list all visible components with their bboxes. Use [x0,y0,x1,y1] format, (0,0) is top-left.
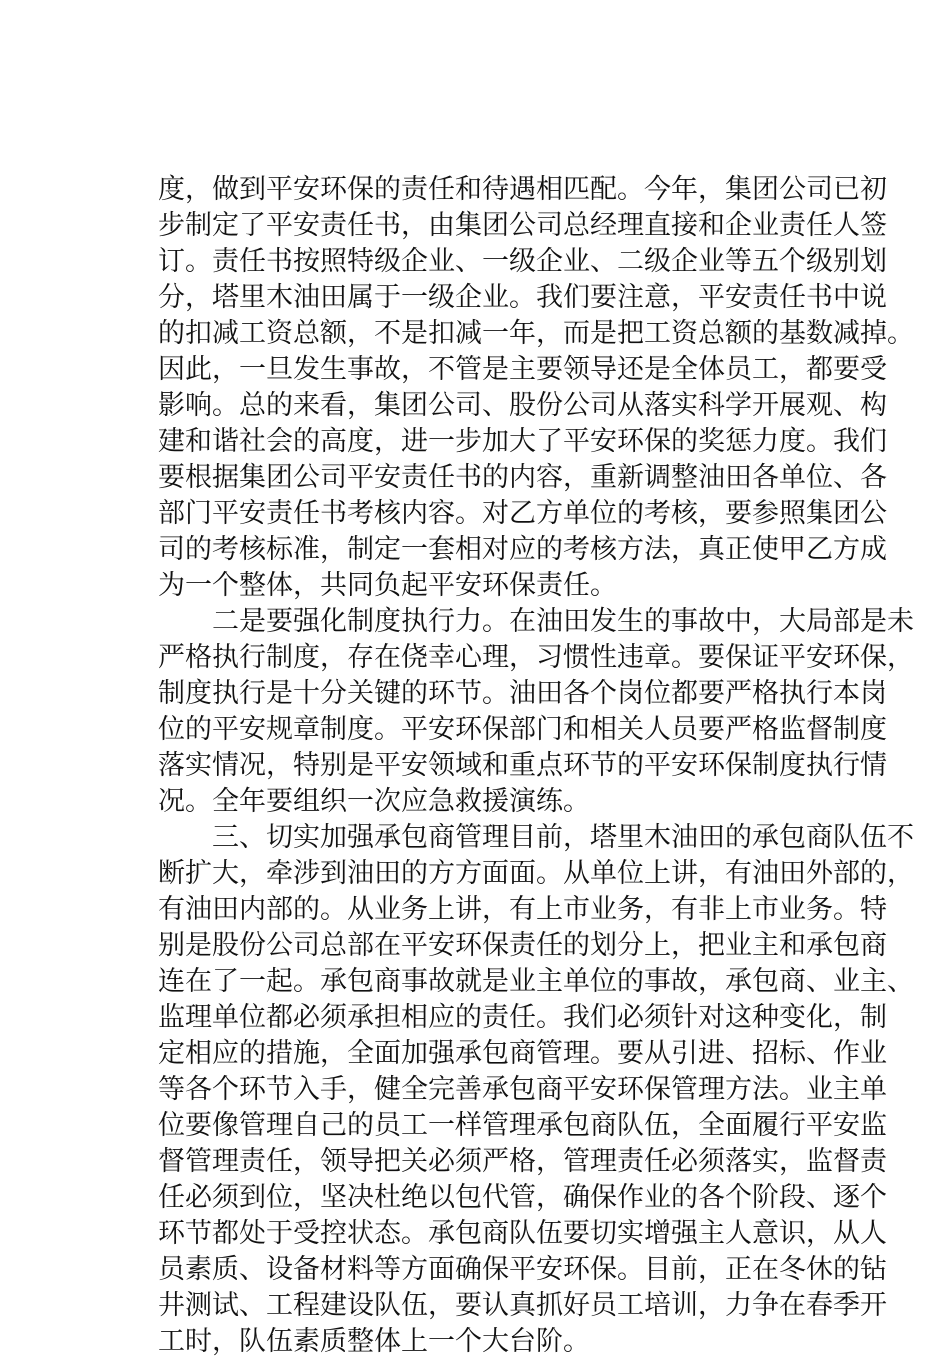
text-line: 别是股份公司总部在平安环保责任的划分上，把业主和承包商 [158,930,887,961]
text-line: 工时，队伍素质整体上一个大台阶。 [158,1326,590,1357]
text-line: 步制定了平安责任书，由集团公司总经理直接和企业责任人签 [158,210,887,241]
paragraph-start-line: 三、切实加强承包商管理目前，塔里木油田的承包商队伍不 [158,822,914,853]
text-line: 位要像管理自己的员工一样管理承包商队伍，全面履行平安监 [158,1110,887,1141]
text-line: 断扩大，牵涉到油田的方方面面。从单位上讲，有油田外部的， [158,858,914,889]
text-line: 因此，一旦发生事故，不管是主要领导还是全体员工，都要受 [158,354,887,385]
text-line: 制度执行是十分关键的环节。油田各个岗位都要严格执行本岗 [158,678,887,709]
text-line: 环节都处于受控状态。承包商队伍要切实增强主人意识，从人 [158,1218,887,1249]
text-line: 监理单位都必须承担相应的责任。我们必须针对这种变化，制 [158,1002,887,1033]
text-line: 定相应的措施，全面加强承包商管理。要从引进、招标、作业 [158,1038,887,1069]
text-line: 况。全年要组织一次应急救援演练。 [158,786,590,817]
text-line: 建和谐社会的高度，进一步加大了平安环保的奖惩力度。我们 [158,426,887,457]
text-line: 为一个整体，共同负起平安环保责任。 [158,570,617,601]
text-line: 有油田内部的。从业务上讲，有上市业务，有非上市业务。特 [158,894,887,925]
text-line: 任必须到位，坚决杜绝以包代管，确保作业的各个阶段、逐个 [158,1182,887,1213]
text-line: 度，做到平安环保的责任和待遇相匹配。今年，集团公司已初 [158,174,887,205]
text-line: 要根据集团公司平安责任书的内容，重新调整油田各单位、各 [158,462,887,493]
text-line: 影响。总的来看，集团公司、股份公司从落实科学开展观、构 [158,390,887,421]
text-line: 井测试、工程建设队伍，要认真抓好员工培训，力争在春季开 [158,1290,887,1321]
text-line: 位的平安规章制度。平安环保部门和相关人员要严格监督制度 [158,714,887,745]
text-line: 员素质、设备材料等方面确保平安环保。目前，正在冬休的钻 [158,1254,887,1285]
text-line: 部门平安责任书考核内容。对乙方单位的考核，要参照集团公 [158,498,887,529]
paragraph-start-line: 二是要强化制度执行力。在油田发生的事故中，大局部是未 [158,606,914,637]
text-line: 督管理责任，领导把关必须严格，管理责任必须落实，监督责 [158,1146,887,1177]
text-line: 严格执行制度，存在侥幸心理，习惯性违章。要保证平安环保， [158,642,914,673]
text-line: 分，塔里木油田属于一级企业。我们要注意，平安责任书中说 [158,282,887,313]
text-line: 连在了一起。承包商事故就是业主单位的事故，承包商、业主、 [158,966,914,997]
text-line: 司的考核标准，制定一套相对应的考核方法，真正使甲乙方成 [158,534,887,565]
text-line: 订。责任书按照特级企业、一级企业、二级企业等五个级别划 [158,246,887,277]
text-line: 的扣减工资总额，不是扣减一年，而是把工资总额的基数减掉。 [158,318,914,349]
text-line: 等各个环节入手，健全完善承包商平安环保管理方法。业主单 [158,1074,887,1105]
text-line: 落实情况，特别是平安领域和重点环节的平安环保制度执行情 [158,750,887,781]
